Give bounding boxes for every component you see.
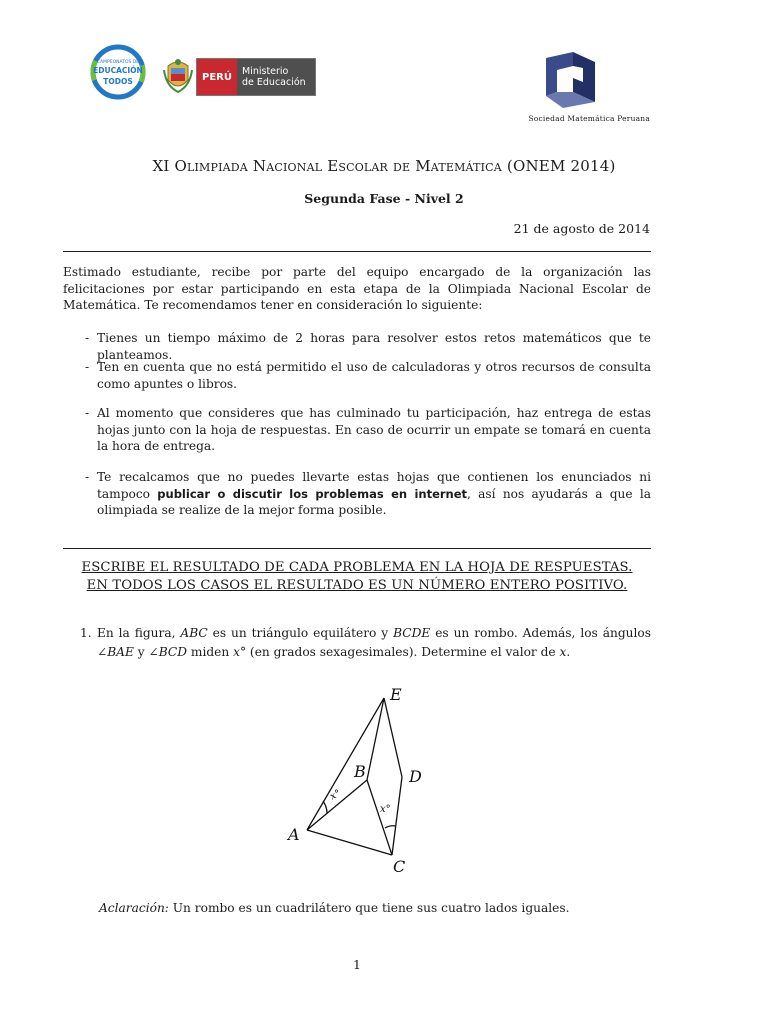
instruction-line-1: ESCRIBE EL RESULTADO DE CADA PROBLEMA EN LA HOJA DE RESPUESTAS. — [81, 560, 633, 575]
segment-ac — [307, 830, 392, 855]
instruction-text: Tienes un tiempo máximo de 2 horas para resolver estos retos matemáticos que te planteamos. — [97, 331, 651, 362]
geometry-figure — [280, 680, 430, 880]
angle-label-a: x° — [328, 787, 343, 803]
segment-bc — [367, 780, 392, 855]
problem-text: . — [566, 645, 571, 659]
divider — [63, 548, 651, 549]
title-prefix: XI — [152, 157, 175, 175]
note-text: Un rombo es un cuadrilátero que tiene sus cuatro lados iguales. — [168, 901, 570, 915]
instruction-text-end: , así nos ayudarás a que la olimpiada se realize de la mejor forma posible. — [97, 486, 651, 517]
logo-text-2: EDUCACIÓN — [93, 66, 143, 75]
title-name: Olimpiada Nacional Escolar de Matemática — [174, 157, 502, 175]
society-logo — [543, 52, 597, 108]
angle-arc-a — [323, 801, 327, 813]
math-x: x — [559, 645, 567, 659]
ministry-line-1: Ministerio — [242, 66, 289, 77]
label-a: A — [288, 825, 300, 844]
problem-text: es un triángulo equilátero y — [207, 626, 394, 640]
problem-text: (en grados sexagesimales). Determine el valor de — [246, 645, 560, 659]
coat-of-arms-icon — [162, 56, 194, 96]
society-name: Sociedad Matemática Peruana — [528, 114, 650, 123]
instruction-text: Al momento que consideres que has culminado tu participación, haz entrega de estas hojas junto con la hoja de respuestas. En caso de ocurrir un empate se tomará en cuenta la hora de entrega. — [97, 406, 651, 453]
label-e: E — [390, 685, 402, 704]
instruction-item — [85, 405, 651, 455]
exam-title — [0, 157, 768, 175]
page-number: 1 — [353, 957, 361, 972]
exam-date: 21 de agosto de 2014 — [513, 221, 650, 236]
segment-ed — [384, 698, 402, 777]
ministry-of-education-logo — [196, 58, 316, 96]
problem-statement — [97, 624, 651, 662]
instruction-line-2: EN TODOS LOS CASOS EL RESULTADO ES UN NÚMERO ENTERO POSITIVO. — [86, 578, 628, 593]
instruction-text: Ten en cuenta que no está permitido el uso de calculadoras y otros recursos de consulta como apuntes o libros. — [97, 360, 651, 391]
note — [99, 901, 569, 915]
intro-paragraph: Estimado estudiante, recibe por parte del equipo encargado de la organización las felicitaciones por estar participando en esta etapa de la Olimpiada Nacional Escolar de Matemática. Te recomendamos tener en consideración lo siguiente: — [63, 265, 651, 312]
problem-number: 1. — [80, 626, 92, 640]
segment-ae — [307, 698, 384, 830]
label-b: B — [354, 762, 366, 781]
problem-text: En la figura, — [97, 626, 181, 640]
math-abc: ABC — [180, 626, 208, 640]
divider — [63, 251, 651, 252]
note-label: Aclaración: — [99, 901, 169, 915]
bullet-dash: - — [85, 406, 90, 420]
instruction-item — [85, 469, 651, 519]
math-bcde: BCDE — [393, 626, 431, 640]
ministry-line-2: de Educación — [242, 77, 306, 88]
instruction-item — [85, 359, 651, 392]
bullet-dash: - — [85, 360, 90, 374]
education-campaign-logo — [83, 44, 153, 100]
logo-text-1: CAMPEONATOS DE — [96, 60, 140, 65]
problem-1 — [80, 624, 651, 662]
logo-text-3: TODOS — [103, 77, 133, 86]
title-suffix: (ONEM 2014) — [501, 157, 616, 175]
peru-label: PERÚ — [197, 59, 237, 95]
label-d: D — [409, 767, 422, 786]
exam-subtitle: Segunda Fase - Nivel 2 — [304, 191, 464, 206]
instruction-emphasis: publicar o discutir los problemas en internet — [157, 486, 468, 501]
ministry-label — [237, 59, 315, 95]
instruction-text-start: Te recalcamos que no puedes llevarte estas hojas que contienen los enunciados ni tampoco — [97, 470, 651, 501]
instruction-text — [97, 469, 651, 519]
angle-arc-c — [385, 826, 396, 828]
angle-label-c: x° — [380, 804, 391, 815]
label-c: C — [393, 857, 406, 876]
math-angle-bae: ∠BAE — [97, 645, 134, 659]
segment-eb — [367, 698, 384, 780]
bullet-dash: - — [85, 470, 90, 484]
math-x-degrees: x° — [233, 645, 247, 659]
problem-text: y — [133, 645, 149, 659]
bullet-dash: - — [85, 331, 90, 345]
segment-dc — [392, 777, 402, 855]
problem-text: miden — [187, 645, 234, 659]
problem-text: es un rombo. Además, los ángulos — [430, 626, 651, 640]
math-angle-bcd: ∠BCD — [148, 645, 188, 659]
